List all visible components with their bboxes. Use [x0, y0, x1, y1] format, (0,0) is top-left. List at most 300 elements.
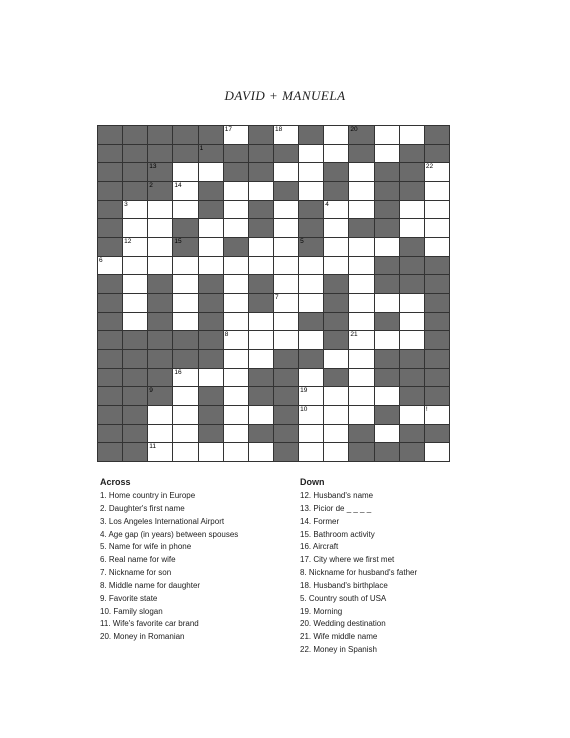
- across-clue: 5. Name for wife in phone: [100, 542, 192, 552]
- grid-block-cell: [274, 443, 298, 461]
- grid-block-cell: [224, 238, 248, 256]
- down-clue: 16. Aircraft: [300, 542, 339, 552]
- grid-answer-cell[interactable]: [400, 331, 424, 349]
- grid-block-cell: [148, 163, 172, 181]
- grid-answer-cell[interactable]: [199, 238, 223, 256]
- grid-block-cell: [324, 331, 348, 349]
- grid-block-cell: [173, 145, 197, 163]
- grid-block-cell: [425, 313, 449, 331]
- grid-answer-cell[interactable]: [324, 257, 348, 275]
- grid-block-cell: [425, 350, 449, 368]
- grid-answer-cell[interactable]: [375, 387, 399, 405]
- grid-answer-cell[interactable]: [425, 406, 449, 424]
- across-clue: 6. Real name for wife: [100, 555, 176, 565]
- across-heading: Across: [100, 477, 131, 487]
- grid-block-cell: [400, 350, 424, 368]
- clue-number: 10: [300, 405, 308, 413]
- grid-answer-cell[interactable]: [173, 294, 197, 312]
- grid-answer-cell[interactable]: [274, 331, 298, 349]
- grid-answer-cell[interactable]: [249, 406, 273, 424]
- clue-number: 5: [300, 237, 304, 245]
- grid-block-cell: [425, 275, 449, 293]
- grid-block-cell: [199, 201, 223, 219]
- grid-answer-cell[interactable]: [274, 238, 298, 256]
- grid-answer-cell[interactable]: [400, 406, 424, 424]
- grid-answer-cell[interactable]: [349, 387, 373, 405]
- grid-block-cell: [425, 257, 449, 275]
- grid-answer-cell[interactable]: [224, 313, 248, 331]
- crossword-grid: [97, 125, 450, 462]
- grid-block-cell: [123, 387, 147, 405]
- grid-answer-cell[interactable]: [324, 219, 348, 237]
- grid-block-cell: [173, 219, 197, 237]
- grid-block-cell: [349, 126, 373, 144]
- clue-number: 8: [224, 331, 229, 339]
- grid-block-cell: [98, 126, 122, 144]
- clue-number: 1: [199, 144, 204, 152]
- grid-block-cell: [98, 313, 122, 331]
- clue-number: 17: [224, 126, 232, 133]
- grid-answer-cell[interactable]: [274, 275, 298, 293]
- grid-answer-cell[interactable]: [98, 257, 122, 275]
- grid-block-cell: [148, 294, 172, 312]
- grid-block-cell: [274, 425, 298, 443]
- grid-block-cell: [299, 238, 323, 256]
- grid-answer-cell[interactable]: [324, 387, 348, 405]
- grid-answer-cell[interactable]: [249, 443, 273, 461]
- grid-answer-cell[interactable]: [375, 425, 399, 443]
- grid-answer-cell[interactable]: [375, 238, 399, 256]
- grid-block-cell: [123, 350, 147, 368]
- grid-block-cell: [123, 126, 147, 144]
- grid-answer-cell[interactable]: [148, 219, 172, 237]
- grid-answer-cell[interactable]: [274, 163, 298, 181]
- grid-answer-cell[interactable]: [224, 350, 248, 368]
- grid-answer-cell[interactable]: [123, 257, 147, 275]
- grid-block-cell: [249, 425, 273, 443]
- grid-block-cell: [98, 406, 122, 424]
- grid-answer-cell[interactable]: [324, 350, 348, 368]
- grid-answer-cell[interactable]: [299, 425, 323, 443]
- grid-block-cell: [425, 387, 449, 405]
- grid-answer-cell[interactable]: [249, 350, 273, 368]
- grid-block-cell: [375, 182, 399, 200]
- grid-answer-cell[interactable]: [349, 313, 373, 331]
- down-clue: 12. Husband's name: [300, 491, 374, 500]
- grid-block-cell: [425, 331, 449, 349]
- grid-block-cell: [98, 163, 122, 181]
- grid-block-cell: [148, 350, 172, 368]
- grid-block-cell: [148, 369, 172, 387]
- grid-block-cell: [400, 182, 424, 200]
- grid-block-cell: [375, 219, 399, 237]
- grid-answer-cell[interactable]: [224, 201, 248, 219]
- grid-answer-cell[interactable]: [224, 369, 248, 387]
- grid-block-cell: [199, 425, 223, 443]
- grid-answer-cell[interactable]: [299, 182, 323, 200]
- grid-block-cell: [148, 331, 172, 349]
- across-clue: 9. Favorite state: [100, 593, 158, 603]
- grid-answer-cell[interactable]: [249, 313, 273, 331]
- grid-block-cell: [98, 294, 122, 312]
- clue-number: 12: [124, 237, 132, 245]
- grid-block-cell: [199, 350, 223, 368]
- grid-answer-cell[interactable]: [299, 331, 323, 349]
- clue-number: 4: [325, 200, 329, 208]
- grid-answer-cell[interactable]: [274, 257, 298, 275]
- grid-answer-cell[interactable]: [425, 163, 449, 181]
- grid-block-cell: [98, 350, 122, 368]
- grid-block-cell: [249, 387, 273, 405]
- grid-answer-cell[interactable]: [349, 238, 373, 256]
- grid-block-cell: [98, 369, 122, 387]
- grid-answer-cell[interactable]: [224, 257, 248, 275]
- grid-answer-cell[interactable]: [148, 238, 172, 256]
- grid-block-cell: [148, 182, 172, 200]
- grid-answer-cell[interactable]: [375, 331, 399, 349]
- grid-block-cell: [249, 219, 273, 237]
- grid-answer-cell[interactable]: [173, 425, 197, 443]
- grid-answer-cell[interactable]: [299, 294, 323, 312]
- grid-answer-cell[interactable]: [224, 126, 248, 144]
- grid-block-cell: [324, 275, 348, 293]
- down-clue: 8. Nickname for husband's father: [300, 568, 418, 578]
- clue-number: 20: [350, 126, 358, 133]
- grid-block-cell: [299, 350, 323, 368]
- grid-answer-cell[interactable]: [274, 294, 298, 312]
- grid-answer-cell[interactable]: [173, 369, 197, 387]
- grid-block-cell: [173, 126, 197, 144]
- grid-answer-cell[interactable]: [249, 257, 273, 275]
- grid-block-cell: [249, 275, 273, 293]
- grid-block-cell: [349, 145, 373, 163]
- grid-block-cell: [375, 275, 399, 293]
- grid-block-cell: [148, 387, 172, 405]
- grid-answer-cell[interactable]: [249, 331, 273, 349]
- grid-answer-cell[interactable]: [199, 257, 223, 275]
- down-clue: 15. Bathroom activity: [300, 529, 375, 539]
- grid-block-cell: [249, 163, 273, 181]
- grid-block-cell: [299, 313, 323, 331]
- grid-answer-cell[interactable]: [324, 443, 348, 461]
- grid-block-cell: [425, 126, 449, 144]
- grid-block-cell: [400, 425, 424, 443]
- grid-answer-cell[interactable]: [123, 275, 147, 293]
- grid-answer-cell[interactable]: [299, 163, 323, 181]
- clue-number: 11: [149, 443, 157, 451]
- grid-answer-cell[interactable]: [349, 331, 373, 349]
- grid-block-cell: [375, 313, 399, 331]
- grid-answer-cell[interactable]: [349, 350, 373, 368]
- grid-block-cell: [299, 201, 323, 219]
- grid-answer-cell[interactable]: [249, 182, 273, 200]
- grid-answer-cell[interactable]: [299, 275, 323, 293]
- grid-block-cell: [425, 425, 449, 443]
- grid-answer-cell[interactable]: [299, 387, 323, 405]
- grid-answer-cell[interactable]: [299, 257, 323, 275]
- clue-number: 21: [350, 331, 358, 339]
- grid-block-cell: [274, 369, 298, 387]
- grid-answer-cell[interactable]: [224, 219, 248, 237]
- grid-answer-cell[interactable]: [425, 238, 449, 256]
- grid-answer-cell[interactable]: [199, 443, 223, 461]
- grid-block-cell: [173, 331, 197, 349]
- grid-block-cell: [274, 350, 298, 368]
- grid-answer-cell[interactable]: [123, 219, 147, 237]
- clue-number: 13: [149, 163, 157, 171]
- grid-block-cell: [199, 313, 223, 331]
- grid-answer-cell[interactable]: [173, 163, 197, 181]
- grid-block-cell: [199, 387, 223, 405]
- grid-answer-cell[interactable]: [324, 126, 348, 144]
- down-clue: 5. Country south of USA: [300, 593, 387, 603]
- grid-block-cell: [299, 126, 323, 144]
- grid-answer-cell[interactable]: [224, 182, 248, 200]
- grid-answer-cell[interactable]: [148, 443, 172, 461]
- grid-block-cell: [199, 182, 223, 200]
- grid-answer-cell[interactable]: [299, 406, 323, 424]
- down-clue: 22. Money in Spanish: [300, 645, 377, 655]
- grid-block-cell: [400, 163, 424, 181]
- down-clue: 19. Morning: [300, 606, 343, 616]
- grid-block-cell: [249, 201, 273, 219]
- clue-number: !: [425, 405, 428, 413]
- grid-answer-cell[interactable]: [224, 331, 248, 349]
- grid-answer-cell[interactable]: [173, 182, 197, 200]
- down-clue: 20. Wedding destination: [300, 619, 386, 629]
- grid-block-cell: [98, 443, 122, 461]
- down-clue: 18. Husband's birthplace: [300, 580, 388, 590]
- grid-block-cell: [400, 257, 424, 275]
- down-clue: 13. Picior de _ _ _ _: [300, 503, 372, 513]
- grid-answer-cell[interactable]: [400, 313, 424, 331]
- grid-block-cell: [375, 406, 399, 424]
- grid-answer-cell[interactable]: [324, 201, 348, 219]
- clue-number: 16: [174, 368, 182, 376]
- grid-answer-cell[interactable]: [123, 201, 147, 219]
- clue-number: 6: [99, 256, 103, 264]
- grid-block-cell: [425, 294, 449, 312]
- across-clue: 1. Home country in Europe: [100, 491, 196, 500]
- grid-block-cell: [123, 369, 147, 387]
- grid-answer-cell[interactable]: [324, 145, 348, 163]
- clue-number: 3: [124, 200, 128, 208]
- grid-block-cell: [400, 387, 424, 405]
- grid-block-cell: [425, 369, 449, 387]
- grid-block-cell: [224, 163, 248, 181]
- grid-block-cell: [375, 257, 399, 275]
- puzzle-title: DAVID + MANUELA: [224, 88, 346, 103]
- grid-block-cell: [349, 443, 373, 461]
- grid-answer-cell[interactable]: [173, 257, 197, 275]
- grid-block-cell: [375, 369, 399, 387]
- grid-answer-cell[interactable]: [324, 238, 348, 256]
- grid-answer-cell[interactable]: [400, 219, 424, 237]
- grid-answer-cell[interactable]: [123, 313, 147, 331]
- grid-answer-cell[interactable]: [199, 369, 223, 387]
- grid-block-cell: [375, 443, 399, 461]
- grid-block-cell: [199, 331, 223, 349]
- grid-answer-cell[interactable]: [324, 406, 348, 424]
- across-clue: 8. Middle name for daughter: [100, 580, 201, 590]
- grid-block-cell: [148, 145, 172, 163]
- grid-answer-cell[interactable]: [173, 275, 197, 293]
- grid-block-cell: [98, 387, 122, 405]
- grid-block-cell: [400, 443, 424, 461]
- clue-number: 15: [174, 237, 182, 245]
- grid-answer-cell[interactable]: [224, 443, 248, 461]
- grid-answer-cell[interactable]: [148, 257, 172, 275]
- grid-block-cell: [375, 163, 399, 181]
- grid-block-cell: [324, 163, 348, 181]
- across-clue: 7. Nickname for son: [100, 568, 172, 578]
- grid-answer-cell[interactable]: [400, 201, 424, 219]
- grid-answer-cell[interactable]: [123, 294, 147, 312]
- grid-block-cell: [148, 275, 172, 293]
- grid-block-cell: [299, 219, 323, 237]
- grid-answer-cell[interactable]: [249, 238, 273, 256]
- grid-block-cell: [123, 406, 147, 424]
- grid-answer-cell[interactable]: [375, 145, 399, 163]
- grid-block-cell: [173, 238, 197, 256]
- grid-block-cell: [375, 201, 399, 219]
- grid-block-cell: [199, 294, 223, 312]
- grid-answer-cell[interactable]: [224, 406, 248, 424]
- grid-answer-cell[interactable]: [349, 201, 373, 219]
- grid-block-cell: [425, 145, 449, 163]
- grid-answer-cell[interactable]: [400, 294, 424, 312]
- grid-block-cell: [173, 350, 197, 368]
- grid-block-cell: [249, 294, 273, 312]
- grid-answer-cell[interactable]: [173, 313, 197, 331]
- grid-answer-cell[interactable]: [199, 219, 223, 237]
- grid-answer-cell[interactable]: [224, 275, 248, 293]
- grid-block-cell: [98, 331, 122, 349]
- down-clue: 17. City where we first met: [300, 555, 395, 565]
- grid-block-cell: [199, 275, 223, 293]
- grid-answer-cell[interactable]: [274, 126, 298, 144]
- grid-block-cell: [324, 369, 348, 387]
- grid-block-cell: [123, 145, 147, 163]
- grid-block-cell: [199, 406, 223, 424]
- grid-answer-cell[interactable]: [349, 275, 373, 293]
- clue-number: 19: [300, 387, 308, 395]
- grid-answer-cell[interactable]: [224, 387, 248, 405]
- grid-answer-cell[interactable]: [324, 425, 348, 443]
- grid-block-cell: [249, 369, 273, 387]
- grid-block-cell: [274, 387, 298, 405]
- grid-answer-cell[interactable]: [274, 219, 298, 237]
- grid-block-cell: [148, 126, 172, 144]
- clue-number: 22: [425, 163, 434, 171]
- grid-answer-cell[interactable]: [349, 163, 373, 181]
- grid-block-cell: [400, 275, 424, 293]
- grid-answer-cell[interactable]: [173, 387, 197, 405]
- grid-block-cell: [199, 126, 223, 144]
- across-clue: 2. Daughter's first name: [100, 503, 185, 513]
- grid-answer-cell[interactable]: [148, 201, 172, 219]
- down-clue: 14. Former: [300, 516, 340, 526]
- grid-answer-cell[interactable]: [349, 257, 373, 275]
- grid-answer-cell[interactable]: [349, 182, 373, 200]
- clue-number: 18: [274, 126, 283, 133]
- grid-answer-cell[interactable]: [349, 294, 373, 312]
- clue-number: 7: [274, 293, 279, 301]
- grid-block-cell: [98, 425, 122, 443]
- grid-answer-cell[interactable]: [349, 369, 373, 387]
- grid-answer-cell[interactable]: [173, 406, 197, 424]
- grid-block-cell: [324, 313, 348, 331]
- grid-block-cell: [148, 313, 172, 331]
- grid-answer-cell[interactable]: [299, 145, 323, 163]
- grid-answer-cell[interactable]: [349, 406, 373, 424]
- grid-block-cell: [98, 219, 122, 237]
- grid-answer-cell[interactable]: [400, 126, 424, 144]
- grid-block-cell: [123, 163, 147, 181]
- grid-block-cell: [98, 145, 122, 163]
- grid-block-cell: [224, 145, 248, 163]
- grid-answer-cell[interactable]: [148, 425, 172, 443]
- grid-answer-cell[interactable]: [299, 443, 323, 461]
- down-clue: 21. Wife middle name: [300, 632, 378, 642]
- grid-answer-cell[interactable]: [425, 182, 449, 200]
- grid-block-cell: [123, 182, 147, 200]
- grid-block-cell: [98, 201, 122, 219]
- down-clues: [300, 477, 417, 657]
- grid-answer-cell[interactable]: [274, 201, 298, 219]
- across-clues: [100, 477, 238, 644]
- grid-block-cell: [400, 369, 424, 387]
- grid-answer-cell[interactable]: [375, 126, 399, 144]
- grid-block-cell: [274, 182, 298, 200]
- grid-block-cell: [249, 126, 273, 144]
- clue-number: 2: [149, 181, 153, 189]
- down-heading: Down: [300, 477, 325, 487]
- grid-block-cell: [98, 182, 122, 200]
- grid-answer-cell[interactable]: [299, 369, 323, 387]
- grid-answer-cell[interactable]: [224, 294, 248, 312]
- grid-block-cell: [375, 350, 399, 368]
- grid-block-cell: [400, 145, 424, 163]
- grid-answer-cell[interactable]: [224, 425, 248, 443]
- grid-block-cell: [123, 443, 147, 461]
- grid-block-cell: [274, 406, 298, 424]
- grid-block-cell: [324, 294, 348, 312]
- grid-block-cell: [98, 275, 122, 293]
- grid-answer-cell[interactable]: [173, 201, 197, 219]
- clue-number: 14: [174, 181, 182, 189]
- grid-answer-cell[interactable]: [274, 313, 298, 331]
- across-clue: 10. Family slogan: [100, 606, 163, 616]
- grid-answer-cell[interactable]: [123, 238, 147, 256]
- grid-answer-cell[interactable]: [173, 443, 197, 461]
- grid-answer-cell[interactable]: [425, 443, 449, 461]
- grid-answer-cell[interactable]: [148, 406, 172, 424]
- across-clue: 4. Age gap (in years) between spouses: [100, 529, 239, 539]
- across-clue: 11. Wife's favorite car brand: [100, 619, 199, 629]
- grid-block-cell: [199, 145, 223, 163]
- grid-answer-cell[interactable]: [375, 294, 399, 312]
- grid-block-cell: [274, 145, 298, 163]
- grid-answer-cell[interactable]: [425, 219, 449, 237]
- across-clue: 3. Los Angeles International Airport: [100, 516, 225, 526]
- grid-answer-cell[interactable]: [199, 163, 223, 181]
- grid-block-cell: [324, 182, 348, 200]
- grid-block-cell: [249, 145, 273, 163]
- grid-answer-cell[interactable]: [425, 201, 449, 219]
- grid-block-cell: [123, 425, 147, 443]
- clue-number: 9: [149, 387, 153, 395]
